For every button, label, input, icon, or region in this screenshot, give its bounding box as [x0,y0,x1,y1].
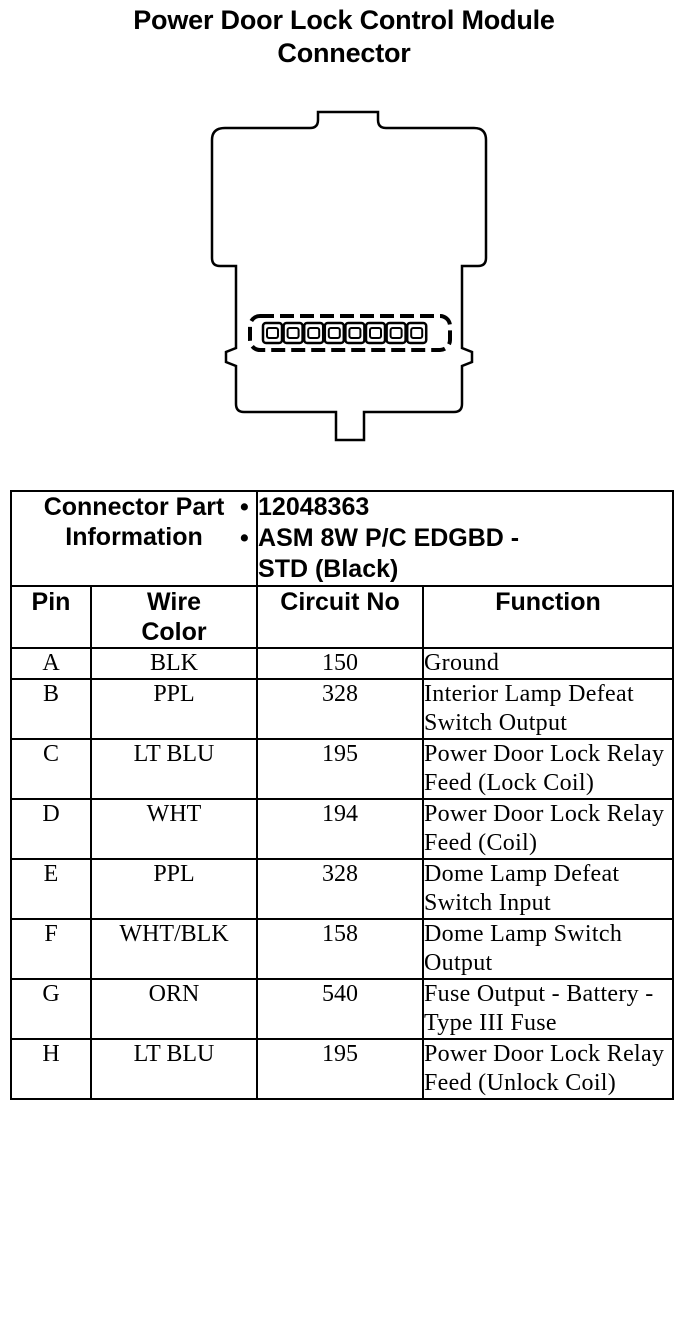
wire-color-cell: LT BLU [91,1039,257,1099]
pin-cell: F [11,919,91,979]
col-header-wire-color: Wire Color [91,586,257,648]
function-cell: Power Door Lock Relay Feed (Unlock Coil) [423,1039,673,1099]
wire-color-cell: WHT/BLK [91,919,257,979]
circuit-no-cell: 150 [257,648,423,679]
pin-cavity [407,323,426,343]
wire-color-cell: PPL [91,679,257,739]
pin-cavity [387,323,406,343]
table-row [11,859,673,919]
function-cell: Dome Lamp Defeat Switch Input [423,859,673,919]
wire-color-cell: LT BLU [91,739,257,799]
part-info-list [257,491,673,586]
circuit-no-cell: 195 [257,739,423,799]
table-row [11,799,673,859]
table-row [11,979,673,1039]
function-cell: Power Door Lock Relay Feed (Lock Coil) [423,739,673,799]
part-description-cont: STD (Black) [258,555,399,583]
col-header-circuit-no: Circuit No [257,586,423,648]
circuit-no-cell: 194 [257,799,423,859]
pin-cell: D [11,799,91,859]
part-number: • 12048363 [240,492,672,523]
col-header-pin: Pin [11,586,91,648]
function-cell: Dome Lamp Switch Output [423,919,673,979]
circuit-no-cell: 328 [257,859,423,919]
table-row [11,648,673,679]
table-row [11,1039,673,1099]
pin-cell: A [11,648,91,679]
pin-cell: G [11,979,91,1039]
wire-color-cell: WHT [91,799,257,859]
wire-color-cell: BLK [91,648,257,679]
pin-cavity [263,323,282,343]
pin-cavity [304,323,323,343]
pin-cell: C [11,739,91,799]
pin-cavity [366,323,385,343]
pin-cell: E [11,859,91,919]
wire-color-cell: PPL [91,859,257,919]
column-header-row [11,586,673,648]
title-line-1: Power Door Lock Control Module [133,5,555,35]
function-cell: Ground [423,648,673,679]
part-info-label: Connector Part Information [11,491,257,586]
function-cell: Power Door Lock Relay Feed (Coil) [423,799,673,859]
title-line-2: Connector [277,38,411,68]
connector-diagram [0,0,688,460]
connector-housing [212,112,486,440]
table-row [11,679,673,739]
pin-cavity [284,323,303,343]
pin-cell: B [11,679,91,739]
pin-cell: H [11,1039,91,1099]
pin-cavity [345,323,364,343]
function-cell: Interior Lamp Defeat Switch Output [423,679,673,739]
pin-cavity [325,323,344,343]
part-description: • ASM 8W P/C EDGBD - [240,523,672,554]
circuit-no-cell: 328 [257,679,423,739]
table-row [11,739,673,799]
col-header-function: Function [423,586,673,648]
circuit-no-cell: 158 [257,919,423,979]
wire-color-cell: ORN [91,979,257,1039]
function-cell: Fuse Output - Battery - Type III Fuse [423,979,673,1039]
part-info-row [11,491,673,586]
connector-table [10,490,674,1100]
table-row [11,919,673,979]
pin-cavities [263,323,426,343]
circuit-no-cell: 195 [257,1039,423,1099]
circuit-no-cell: 540 [257,979,423,1039]
